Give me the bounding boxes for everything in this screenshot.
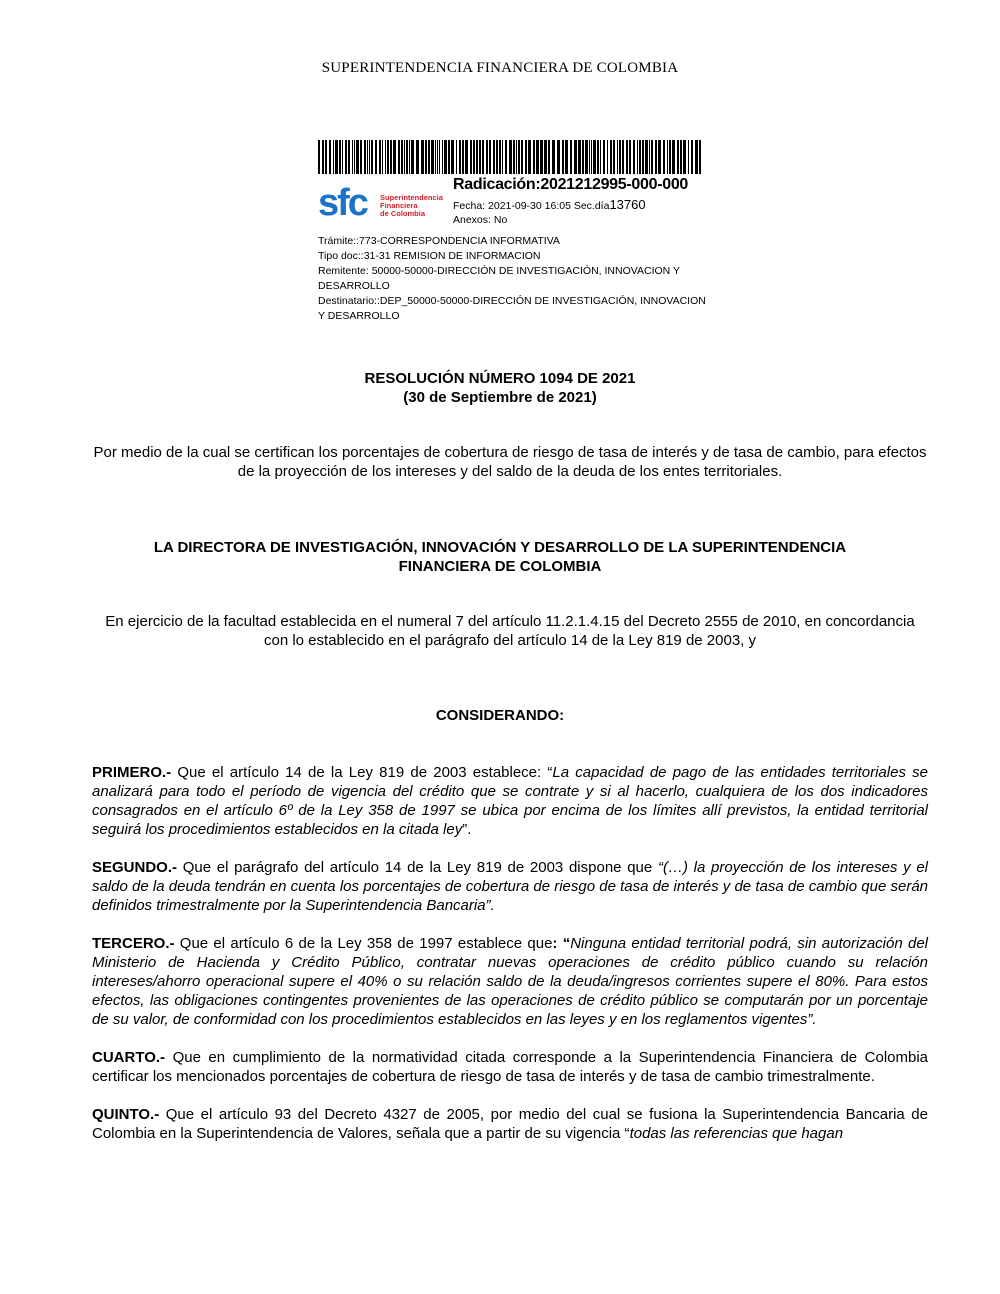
considerations [92,763,928,1162]
barcode-bar [699,140,701,174]
barcode-bar [565,140,568,174]
paragraph-label: CUARTO.- [92,1049,166,1066]
paragraph-label: QUINTO.- [92,1106,160,1123]
barcode-bar [435,140,436,174]
barcode-bar [516,140,517,174]
barcode-bar [637,140,638,174]
barcode-bar [390,140,392,174]
barcode-bar [421,140,424,174]
barcode-bar [570,140,572,174]
barcode-bar [404,140,405,174]
paragraph-primero [92,763,928,839]
barcode-bar [470,140,472,174]
barcode-bar [371,140,373,174]
barcode-bar [367,140,368,174]
barcode-bar [548,140,550,174]
page-header: SUPERINTENDENCIA FINANCIERA DE COLOMBIA [321,60,679,76]
logo-subtitle [380,194,443,218]
resolution-title [0,369,1000,407]
barcode-bar [552,140,555,174]
barcode-bar [677,140,679,174]
barcode-bar [642,140,644,174]
barcode-bar [479,140,481,174]
barcode-bar [591,140,592,174]
remitente: Remitente: 50000-50000-DIRECCIÓN DE INVESTIGACIÓN, INNOVACION Y DESARROLLO [318,265,680,292]
paragraph-text: Que en cumplimiento de la normatividad citada corresponde a la Superintendencia Financiera de Colombia certificar los mencionados porcentajes de cobertura de riesgo de tasa de interés y de tasa de cambio trimestralmente. [92,1049,928,1085]
barcode-bar [593,140,596,174]
barcode-bar [437,140,438,174]
exercise-text: En ejercicio de la facultad establecida en el numeral 7 del artículo 11.2.1.4.15 del Decreto 2555 de 2010, en concordancia con lo establecido en el parágrafo del artículo 14 de la Ley 819 de 2003, y [105,613,915,649]
paragraph-cuarto [92,1048,928,1086]
barcode-bar [439,140,440,174]
barcode-bar [369,140,370,174]
barcode-bar [385,140,386,174]
barcode-bar [607,140,608,174]
logo-sub-line: Financiera [380,201,418,210]
barcode-bar [645,140,648,174]
paragraph-tercero [92,934,928,1029]
authority-heading: LA DIRECTORA DE INVESTIGACIÓN, INNOVACIÓN Y DESARROLLO DE LA SUPERINTENDENCIA FINANCIERA DE COLOMBIA [153,539,847,575]
barcode-bar [335,140,338,174]
barcode-bar [680,140,682,174]
paragraph-label: SEGUNDO.- [92,859,178,876]
barcode-bar [651,140,653,174]
barcode-bar [465,140,468,174]
barcode-bar [669,140,671,174]
resolution-date: (30 de Septiembre de 2021) [403,389,597,406]
barcode-bar [322,140,324,174]
paragraph-quinto [92,1105,928,1143]
paragraph-quote: todas las referencias que hagan [629,1125,844,1142]
barcode-bar [379,140,381,174]
barcode-bar [493,140,495,174]
barcode-bar [629,140,631,174]
tramite: Trámite::773-CORRESPONDENCIA INFORMATIVA [318,235,560,247]
barcode-bar [536,140,539,174]
fecha-text: Fecha: 2021-09-30 16:05 Sec.día [453,200,610,212]
barcode-bar [431,140,434,174]
paragraph-end: ”. [462,821,472,838]
barcode-bar [667,140,668,174]
barcode-bar [540,140,543,174]
stamp-metadata [318,234,708,324]
paragraph-segundo [92,858,928,915]
radicacion-number: Radicación:2021212995-000-000 [453,176,689,193]
barcode-bar [639,140,641,174]
barcode-bar [409,140,410,174]
barcode-bar [513,140,515,174]
paragraph-text: Que el artículo 93 del Decreto 4327 de 2005, por medio del cual se fusiona la Superintendencia Bancaria de Colombia en la Superintendencia de Valores, señala que a partir de su vigencia “ [92,1106,928,1142]
barcode-bar [456,140,457,174]
barcode-bar [448,140,450,174]
barcode-bar [574,140,577,174]
barcode-bar [622,140,624,174]
barcode-bar [578,140,581,174]
logo-wordmark: sfc [318,182,367,224]
barcode-bar [663,140,665,174]
barcode-bar [499,140,501,174]
barcode-bar [444,140,447,174]
barcode-bar [333,140,334,174]
barcode-bar [610,140,612,174]
purpose-text: Por medio de la cual se certifican los porcentajes de cobertura de riesgo de tasa de interés y de tasa de cambio, para efectos de la proyección de los intereses y del saldo de la deuda de los entes territoriales. [93,444,927,480]
barcode-bar [619,140,621,174]
barcode-bar [342,140,343,174]
barcode-bar [649,140,650,174]
barcode-bar [658,140,661,174]
barcode-bar [360,140,362,174]
barcode-bar [585,140,588,174]
tipo-doc: Tipo doc::31-31 REMISION DE INFORMACION [318,250,541,262]
barcode-bar [352,140,353,174]
barcode-bar [348,140,350,174]
barcode-bar [521,140,523,174]
barcode-bar [528,140,531,174]
barcode-bar [617,140,618,174]
anexos: Anexos: No [453,214,508,226]
barcode-bar [557,140,560,174]
barcode-bar [518,140,520,174]
barcode-bar [416,140,419,174]
barcode-bar [428,140,430,174]
paragraph-quote: “(…) la proyección de los intereses y el saldo de la deuda tendrán en cuenta los porcentajes de cobertura de riesgo de tasa de interés y de tasa de cambio que serán definidos trimestralmente por la Superintendencia Bancaria”. [92,859,928,914]
barcode-bar [525,140,527,174]
paragraph-label: PRIMERO.- [92,764,172,781]
barcode-bar [329,140,331,174]
barcode-bar [473,140,475,174]
barcode-bar [442,140,443,174]
stamp-date [453,197,646,212]
barcode-bar [544,140,547,174]
barcode-bar [655,140,657,174]
barcode-bar [325,140,327,174]
barcode-bar [482,140,484,174]
barcode-bar [356,140,359,174]
barcode-bar [600,140,601,174]
barcode-bar [406,140,408,174]
barcode-bar [533,140,535,174]
barcode-bar [509,140,512,174]
barcode [318,140,701,174]
barcode-bar [401,140,403,174]
barcode-bar [387,140,389,174]
considerando-heading: CONSIDERANDO: [435,707,565,724]
barcode-bar [688,140,689,174]
paragraph-quote: Ninguna entidad territorial podrá, sin autorización del Ministerio de Hacienda y Crédito Público, contratar nuevas operaciones de crédito público cuando su relación intereses/ahorro operacional supere el 40% o su relación saldo de la deuda/ingresos corrientes supere el 80%. Para estos efectos, las obligaciones contingentes provenientes de las operaciones de crédito público se computarán por un porcentaje de su valor, de conformidad con los procedimientos establecidos en las leyes y en los reglamentos vigentes”. [92,935,929,1028]
barcode-bar [633,140,635,174]
barcode-bar [451,140,454,174]
sfc-logo [318,182,443,224]
barcode-bar [375,140,377,174]
logo-sub-line: de Colombia [380,209,426,218]
barcode-bar [626,140,628,174]
barcode-bar [603,140,605,174]
barcode-bar [339,140,341,174]
barcode-bar [589,140,590,174]
resolution-number: RESOLUCIÓN NÚMERO 1094 DE 2021 [364,370,636,387]
paragraph-label: TERCERO.- [92,935,175,952]
sec-number: 13760 [609,197,646,212]
barcode-bar [502,140,503,174]
barcode-bar [382,140,383,174]
paragraph-quote: La capacidad de pago de las entidades territoriales se analizará para todo el período de vigencia del crédito que se contrate y si al hacerlo, cualquiera de los dos indicadores consagrados en el artículo 6º de la Ley 358 de 1997 se ubica por encima de los límites allí previstos, la entidad territorial seguirá los procedimientos establecidos en la citada ley [92,764,928,838]
barcode-bar [489,140,491,174]
paragraph-colon: : “ [552,935,571,952]
barcode-bar [582,140,584,174]
barcode-bar [393,140,396,174]
barcode-bar [354,140,355,174]
barcode-bar [486,140,488,174]
logo-sub-line: Superintendencia [380,193,443,202]
barcode-bar [425,140,427,174]
barcode-bar [691,140,693,174]
barcode-bar [398,140,400,174]
barcode-bar [496,140,498,174]
barcode-bar [318,140,320,174]
barcode-bar [364,140,366,174]
barcode-bar [683,140,686,174]
paragraph-text: Que el parágrafo del artículo 14 de la Ley 819 de 2003 dispone que [177,859,658,876]
barcode-bar [613,140,615,174]
barcode-bar [411,140,414,174]
paragraph-text: Que el artículo 14 de la Ley 819 de 2003 establece: “ [171,764,553,781]
barcode-bar [597,140,599,174]
paragraph-text: Que el artículo 6 de la Ley 358 de 1997 establece que [174,935,553,952]
barcode-bar [345,140,347,174]
destinatario: Destinatario::DEP_50000-50000-DIRECCIÓN DE INVESTIGACIÓN, INNOVACION Y DESARROLLO [318,295,706,322]
barcode-bar [505,140,507,174]
barcode-bar [476,140,478,174]
barcode-bar [462,140,464,174]
barcode-bar [459,140,461,174]
barcode-bar [562,140,564,174]
barcode-bar [695,140,698,174]
barcode-bar [672,140,675,174]
